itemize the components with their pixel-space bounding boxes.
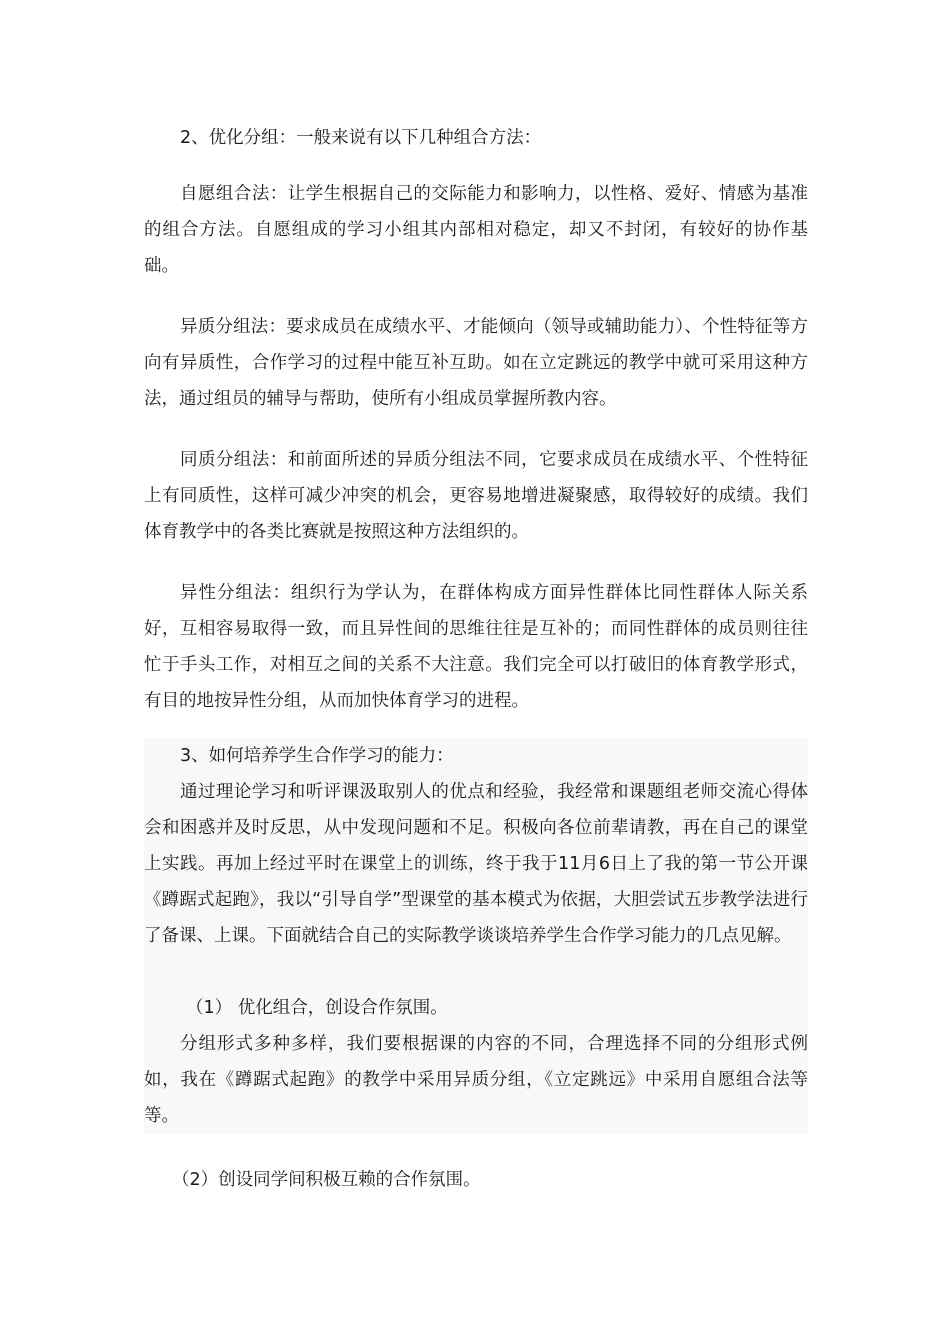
point-2-heading: （2）创设同学间积极互赖的合作氛围。: [172, 1170, 481, 1190]
point-1-body: 分组形式多种多样，我们要根据课的内容的不同，合理选择不同的分组形式例如，我在《蹲踞式起跑》的教学中采用异质分组，《立定跳远》中采用自愿组合法等等。: [144, 1034, 808, 1126]
point-1-heading: （1） 优化组合，创设合作氛围。: [186, 998, 448, 1018]
method-heterogeneous: 异质分组法：要求成员在成绩水平、才能倾向（领导或辅助能力）、个性特征等方向有异质性，合作学习的过程中能互补互助。如在立定跳远的教学中就可采用这种方法，通过组员的辅导与帮助，使所有小组成员掌握所教内容。: [144, 317, 808, 409]
section-2-heading: 2、优化分组：一般来说有以下几种组合方法：: [180, 128, 542, 148]
method-homogeneous: 同质分组法：和前面所述的异质分组法不同，它要求成员在成绩水平、个性特征上有同质性，这样可减少冲突的机会，更容易地增进凝聚感，取得较好的成绩。我们体育教学中的各类比赛就是按照这种方法组织的。: [144, 450, 808, 542]
section-3-intro: 通过理论学习和听评课汲取别人的优点和经验，我经常和课题组老师交流心得体会和困惑并及时反思，从中发现问题和不足。积极向各位前辈请教，再在自己的课堂上实践。再加上经过平时在课堂上的训练，终于我于11月6日上了我的第一节公开课《蹲踞式起跑》，我以“引导自学”型课堂的基本模式为依据，大胆尝试五步教学法进行了备课、上课。下面就结合自己的实际教学谈谈培养学生合作学习能力的几点见解。: [144, 782, 808, 946]
method-voluntary: 自愿组合法：让学生根据自己的交际能力和影响力，以性格、爱好、情感为基准的组合方法。自愿组成的学习小组其内部相对稳定，却又不封闭，有较好的协作基础。: [144, 184, 808, 276]
method-mixed-gender: 异性分组法：组织行为学认为，在群体构成方面异性群体比同性群体人际关系好，互相容易取得一致，而且异性间的思维往往是互补的；而同性群体的成员则往往忙于手头工作，对相互之间的关系不大注意。我们完全可以打破旧的体育教学形式，有目的地按异性分组，从而加快体育学习的进程。: [144, 583, 808, 711]
section-3-heading: 3、如何培养学生合作学习的能力：: [180, 746, 454, 766]
